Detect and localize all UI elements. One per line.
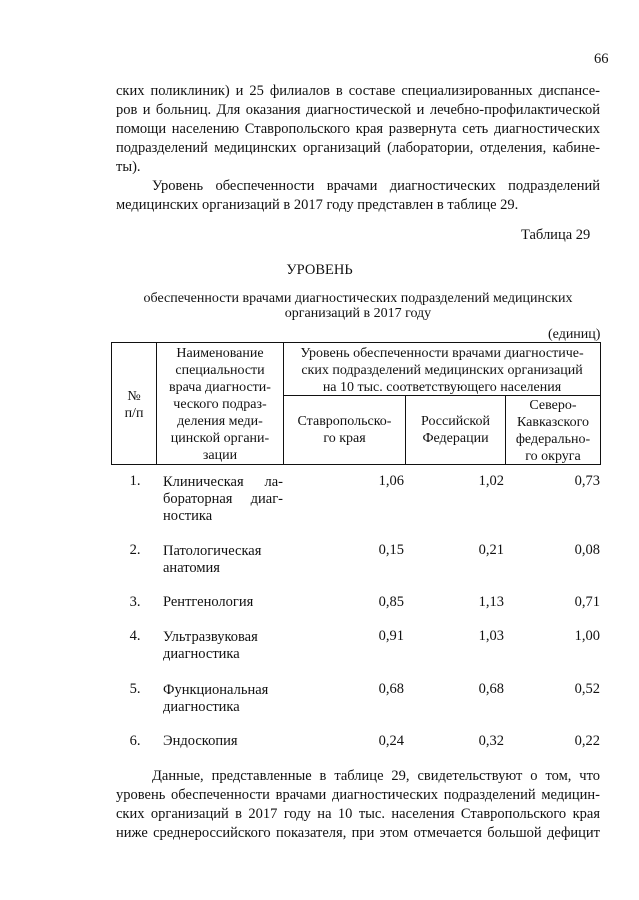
table-caption: Таблица 29 <box>521 227 591 243</box>
text-line: помощи населению Ставропольского края развернута сеть диагностических <box>116 121 600 137</box>
value-skfo: 1,00 <box>574 628 600 644</box>
row-name-line: анатомия <box>163 560 220 576</box>
row-name-line: Функциональная <box>163 682 269 698</box>
header-name <box>157 345 283 464</box>
value-russia: 0,68 <box>478 681 504 697</box>
value-skfo: 0,71 <box>574 594 600 610</box>
row-number: 5. <box>129 681 141 697</box>
header-group <box>284 345 600 396</box>
header-line: цинской органи- <box>170 431 270 446</box>
value-skfo: 0,08 <box>574 542 600 558</box>
text-line: ниже среднероссийского показателя, при этом отмечается большой дефицит <box>116 825 600 841</box>
value-russia: 1,02 <box>478 473 504 489</box>
header-line: ческого подраз- <box>173 397 267 412</box>
value-stavropol: 0,24 <box>378 733 404 749</box>
text-line: ских организаций в 2017 году на 10 тыс. населения Ставропольского края <box>116 806 600 822</box>
row-number: 1. <box>129 473 141 489</box>
subtitle-line: обеспеченности врачами диагностических подразделений медицинских <box>143 291 573 306</box>
row-name-line: бораторная диаг- <box>163 491 283 507</box>
text-line: уровень обеспеченности врачами диагностических подразделений медицин- <box>116 787 600 803</box>
row-name-line: Рентгенология <box>163 594 254 610</box>
row-number: 4. <box>129 628 141 644</box>
row-name-line: диагностика <box>163 699 240 715</box>
header-line: врача диагности- <box>169 380 271 395</box>
header-line: Ставропольско- <box>297 414 392 429</box>
row-name-line: Патологическая <box>163 543 262 559</box>
header-russia <box>406 413 505 447</box>
units-label: (единиц) <box>548 327 601 342</box>
header-skfo <box>506 397 600 465</box>
row-name <box>163 543 283 577</box>
value-stavropol: 0,91 <box>378 628 404 644</box>
closing-paragraph <box>116 767 600 843</box>
header-line: го края <box>323 431 366 446</box>
value-stavropol: 0,15 <box>378 542 404 558</box>
value-stavropol: 1,06 <box>378 473 404 489</box>
rule-right <box>600 342 601 465</box>
text-line: Уровень обеспеченности врачами диагностических подразделений <box>152 178 600 194</box>
row-number: 3. <box>129 594 141 610</box>
header-line: № <box>127 389 141 404</box>
text-line: ских поликлиник) и 25 филиалов в составе специализированных диспансе- <box>116 83 600 99</box>
text-line: медицинских организаций в 2017 году представлен в таблице 29. <box>116 197 519 213</box>
header-line: зации <box>202 448 238 463</box>
header-line: Российской <box>421 414 490 429</box>
text-line: ров и больниц. Для оказания диагностической и лечебно-профилактической <box>116 102 600 118</box>
header-num <box>112 388 156 422</box>
row-name-line: Клиническая ла- <box>163 474 283 490</box>
subtitle-line: организаций в 2017 году <box>284 306 432 321</box>
header-line: го округа <box>525 449 581 464</box>
row-name <box>163 474 283 525</box>
header-line: федерально- <box>515 432 591 447</box>
value-stavropol: 0,85 <box>378 594 404 610</box>
header-line: Наименование <box>176 346 264 361</box>
header-line: специальности <box>175 363 265 378</box>
header-line: деления меди- <box>177 414 263 429</box>
header-line: Северо- <box>529 398 577 413</box>
intro-paragraph <box>116 82 600 177</box>
text-line: Данные, представленные в таблице 29, свидетельствуют о том, что <box>152 768 600 784</box>
value-russia: 0,32 <box>478 733 504 749</box>
value-skfo: 0,22 <box>574 733 600 749</box>
header-line: Федерации <box>422 431 489 446</box>
second-paragraph <box>116 177 600 215</box>
row-name-line: Эндоскопия <box>163 733 238 749</box>
row-number: 2. <box>129 542 141 558</box>
value-skfo: 0,52 <box>574 681 600 697</box>
table-title: УРОВЕНЬ <box>286 262 353 278</box>
header-line: п/п <box>124 406 144 421</box>
value-skfo: 0,73 <box>574 473 600 489</box>
text-line: ты). <box>116 159 141 175</box>
header-line: Уровень обеспеченности врачами диагностиче- <box>300 346 584 361</box>
value-russia: 1,13 <box>478 594 504 610</box>
row-name <box>163 733 283 750</box>
header-line: ских подразделений медицинских организаций <box>301 363 583 378</box>
header-line: Кавказского <box>516 415 589 430</box>
text-line: подразделений медицинских организаций (лаборатории, отделения, кабине- <box>116 140 600 156</box>
value-stavropol: 0,68 <box>378 681 404 697</box>
header-line: на 10 тыс. соответствующего населения <box>322 380 562 395</box>
row-name <box>163 594 283 611</box>
value-russia: 1,03 <box>478 628 504 644</box>
header-stavropol <box>284 413 405 447</box>
row-name <box>163 682 283 716</box>
row-name-line: ностика <box>163 508 213 524</box>
rule-top <box>111 342 601 343</box>
row-number: 6. <box>129 733 141 749</box>
value-russia: 0,21 <box>478 542 504 558</box>
row-name-line: диагностика <box>163 646 240 662</box>
table-subtitle <box>126 291 590 321</box>
page-number: 66 <box>594 51 609 67</box>
row-name-line: Ультразвуковая <box>163 629 258 645</box>
row-name <box>163 629 283 663</box>
